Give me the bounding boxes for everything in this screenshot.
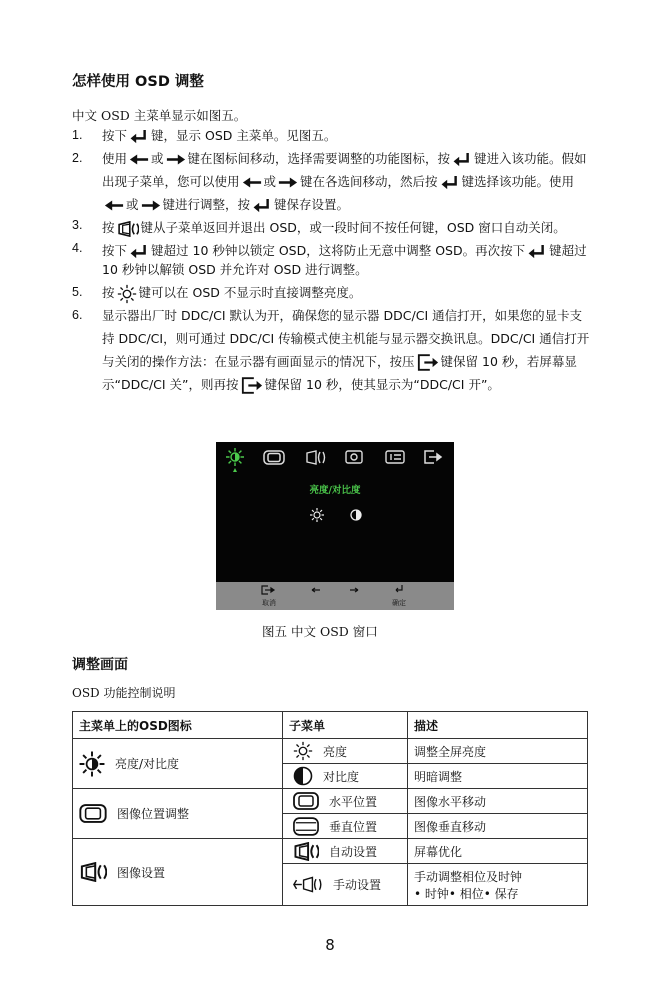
table-sub-cell xyxy=(283,839,408,864)
table-desc-cell: 明暗调整 xyxy=(408,764,588,789)
osd-bar-right-icon xyxy=(350,588,358,592)
osd-window xyxy=(216,442,454,610)
step-number: 6. xyxy=(72,308,83,322)
table-desc-cell: 调整全屏亮度 xyxy=(408,739,588,764)
table-desc-cell: 图像水平移动 xyxy=(408,789,588,814)
osd-information-icon xyxy=(386,451,404,463)
table-header: 描述 xyxy=(408,712,588,739)
table-row xyxy=(73,839,588,864)
osd-cancel-label: 取消 xyxy=(262,599,276,607)
step-6 xyxy=(72,304,592,396)
step-text: 键在各选间移动，然后按 xyxy=(300,174,438,189)
osd-bar-icons xyxy=(216,584,454,598)
step-text: 键超过 10 秒钟以锁定 OSD，这将防止无意中调整 OSD。再次按下 xyxy=(151,243,526,258)
osd-image-setup-icon xyxy=(307,451,325,464)
step-text: 键保留 10 秒，使其显示为“DDC/CI 开”。 xyxy=(264,377,500,392)
submenu-label: 水平位置 xyxy=(329,794,378,809)
table-main-cell xyxy=(73,839,283,906)
submenu-label: 对比度 xyxy=(323,769,360,784)
osd-exit-icon xyxy=(425,451,441,463)
table-header: 主菜单上的OSD图标 xyxy=(73,712,283,739)
main-menu-label: 图像设置 xyxy=(117,865,166,880)
table-desc-cell: 图像垂直移动 xyxy=(408,814,588,839)
osd-function-table xyxy=(72,711,588,906)
table-sub-cell xyxy=(283,764,408,789)
image-position-icon xyxy=(79,804,107,823)
step-text: 使用 xyxy=(102,151,128,166)
brightness-icon xyxy=(79,751,105,777)
exit-icon xyxy=(241,377,263,394)
step-text: 键进行调整，按 xyxy=(162,197,251,212)
enter-key-icon xyxy=(129,129,149,144)
desc-line: 手动调整相位及时钟 xyxy=(414,869,523,884)
table-sub-cell xyxy=(283,739,408,764)
table-header: 子菜单 xyxy=(283,712,408,739)
instruction-list xyxy=(72,124,592,396)
step-text: 或 xyxy=(126,197,139,212)
enter-key-icon xyxy=(252,198,272,213)
step-text: 或 xyxy=(151,151,164,166)
left-arrow-icon xyxy=(104,200,124,211)
table-desc-cell: 屏幕优化 xyxy=(408,839,588,864)
auto-setup-icon xyxy=(293,842,319,861)
table-row xyxy=(73,739,588,764)
step-text: 键在图标间移动，选择需要调整的功能图标，按 xyxy=(187,151,451,166)
step-text: 键保留 10 秒，若屏幕显示“DDC/CI 关”，则再按 xyxy=(102,354,577,392)
right-arrow-icon xyxy=(166,154,186,165)
right-arrow-icon xyxy=(278,177,298,188)
submenu-label: 垂直位置 xyxy=(329,819,378,834)
step-text: 键保存设置。 xyxy=(274,197,350,212)
step-text: 键从子菜单返回并退出 OSD，或一段时间不按任何键，OSD 窗口自动关闭。 xyxy=(140,220,566,235)
osd-submenu-icons xyxy=(216,504,454,526)
main-menu-label: 亮度/对比度 xyxy=(115,757,180,771)
enter-key-icon xyxy=(527,244,547,259)
image-setup-icon xyxy=(79,862,107,882)
step-2 xyxy=(72,147,592,216)
osd-menu-title: 亮度/对比度 xyxy=(309,485,361,496)
step-text: 按下 xyxy=(102,128,128,143)
step-4 xyxy=(72,239,592,281)
step-number: 3. xyxy=(72,218,83,232)
osd-icon-row xyxy=(216,442,454,482)
osd-bar-left-icon xyxy=(312,588,320,592)
enter-key-icon xyxy=(452,152,472,167)
osd-color-icon xyxy=(346,451,362,463)
enter-key-icon xyxy=(440,175,460,190)
page-number: 8 xyxy=(325,936,335,954)
step-text: 键进入该功能。假如出现子菜单，您可以使用 xyxy=(102,151,587,189)
step-text: 按 xyxy=(102,285,115,300)
step-text: 键超过 10 秒钟以解锁 OSD 并允许对 OSD 进行调整。 xyxy=(102,243,587,277)
step-3 xyxy=(72,216,592,239)
osd-brightness-icon xyxy=(226,448,244,472)
section-title: 调整画面 xyxy=(72,657,128,673)
step-text: 键选择该功能。使用 xyxy=(461,174,575,189)
figure-caption: 图五 中文 OSD 窗口 xyxy=(262,624,378,639)
step-number: 1. xyxy=(72,128,83,142)
osd-bar-exit-icon xyxy=(262,586,274,594)
step-number: 5. xyxy=(72,285,83,299)
step-5 xyxy=(72,281,592,304)
osd-confirm-label: 确定 xyxy=(392,599,406,607)
table-desc-cell xyxy=(408,864,588,906)
manual-setup-icon xyxy=(293,876,323,893)
exit-icon xyxy=(417,354,439,371)
step-text: 按下 xyxy=(102,243,128,258)
enter-key-icon xyxy=(129,244,149,259)
brightness-icon xyxy=(293,741,313,761)
left-arrow-icon xyxy=(129,154,149,165)
h-position-icon xyxy=(293,792,319,810)
image-setup-icon xyxy=(117,221,139,237)
submenu-label: 手动设置 xyxy=(333,878,382,892)
contrast-icon xyxy=(293,766,313,786)
step-text: 按 xyxy=(102,220,115,235)
osd-sub-brightness-icon xyxy=(310,508,324,522)
submenu-label: 亮度 xyxy=(323,744,348,759)
step-text: 显示器出厂时 DDC/CI 默认为开，确保您的显示器 DDC/CI 通信打开，如果您的显卡支持 DDC/CI，则可通过 DDC/CI 传输模式使主机能与显示器交换讯息。DDC/CI 通信打开与关闭的操作方法：在显示器有画面显示的情况下，按压 xyxy=(102,308,590,369)
step-text: 键可以在 OSD 不显示时直接调整亮度。 xyxy=(138,285,362,300)
main-menu-label: 图像位置调整 xyxy=(117,807,190,821)
intro-text: 中文 OSD 主菜单显示如图五。 xyxy=(72,108,247,123)
osd-button-bar xyxy=(216,582,454,610)
table-main-cell xyxy=(73,739,283,789)
step-text: 或 xyxy=(263,174,277,189)
osd-image-position-icon xyxy=(264,451,284,464)
right-arrow-icon xyxy=(141,200,161,211)
osd-bar-enter-icon xyxy=(396,585,402,592)
step-1 xyxy=(72,124,592,147)
table-sub-cell xyxy=(283,789,408,814)
left-arrow-icon xyxy=(242,177,262,188)
desc-line: • 时钟• 相位• 保存 xyxy=(414,886,519,901)
step-text: 键，显示 OSD 主菜单。见图五。 xyxy=(151,128,337,143)
table-main-cell xyxy=(73,789,283,839)
table-header-row xyxy=(73,712,588,739)
v-position-icon xyxy=(293,817,319,836)
osd-sub-contrast-icon xyxy=(351,510,361,520)
section-subtitle: OSD 功能控制说明 xyxy=(72,686,176,700)
step-number: 2. xyxy=(72,151,83,165)
page-heading: 怎样使用 OSD 调整 xyxy=(72,74,204,90)
table-row xyxy=(73,789,588,814)
step-number: 4. xyxy=(72,241,83,255)
table-sub-cell xyxy=(283,814,408,839)
submenu-label: 自动设置 xyxy=(329,844,378,859)
brightness-icon xyxy=(117,284,137,304)
table-sub-cell xyxy=(283,864,408,906)
